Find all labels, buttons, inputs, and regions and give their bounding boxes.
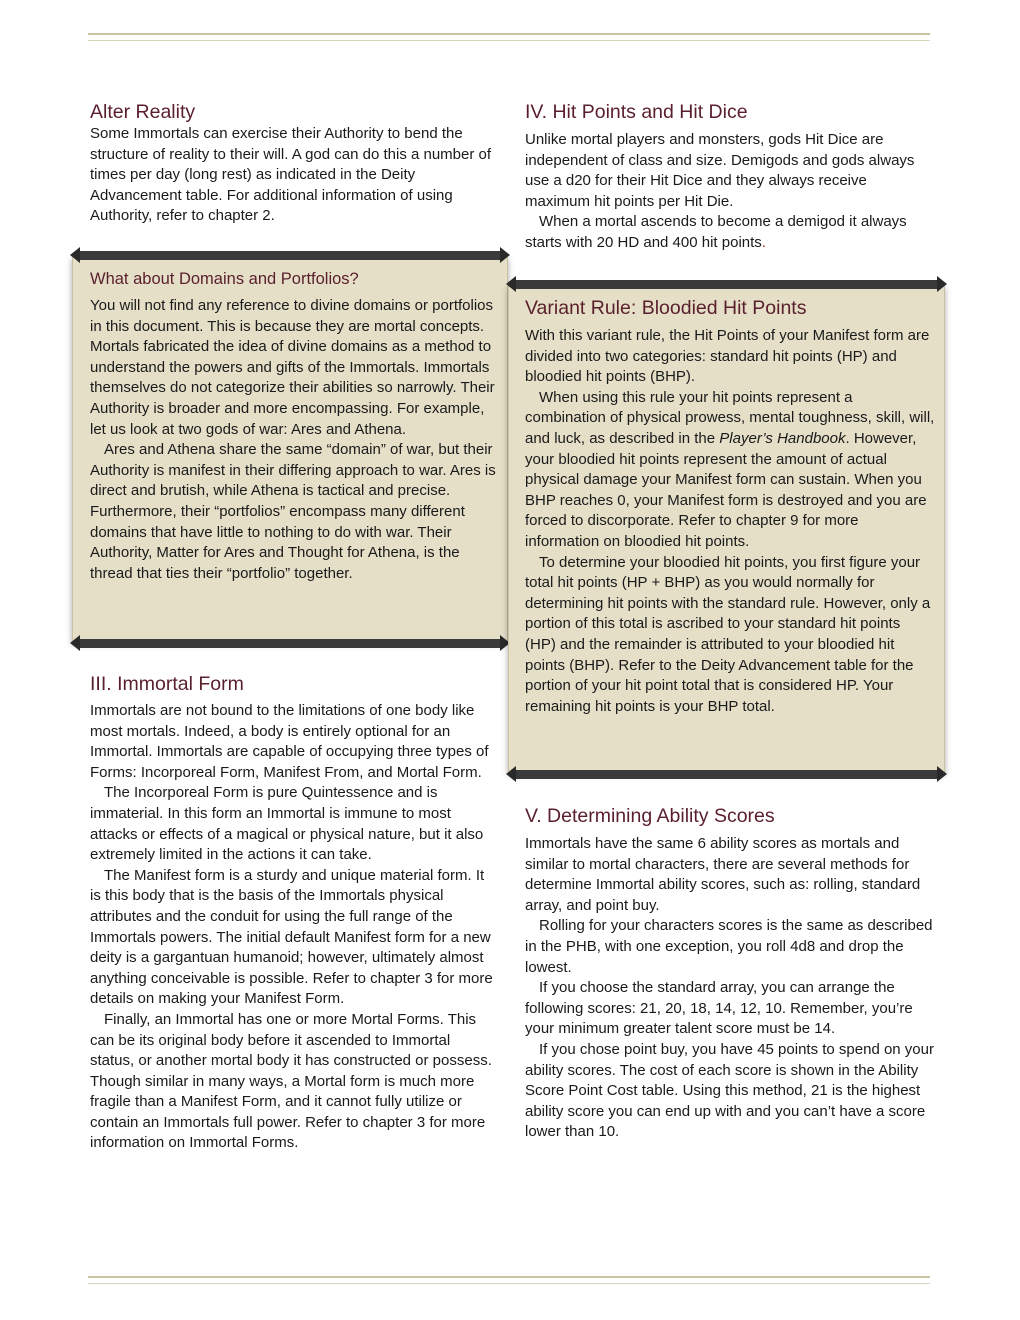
domains-box-paragraph: Ares and Athena share the same “domain” of war, but their Authority is manifest in their differing approach to war. Ares is direct and brutish, while Athena is tactical and precise. Furthermore, their “portfolios” encompass many different domains that have little to nothing to do with war. Their Authority, Matter for Ares and Thought for Athena, is the thread that ties their “portfolio” together. (90, 441, 496, 582)
ability-scores-paragraph: Immortals have the same 6 ability scores as mortals and similar to mortal characters, there are several methods for determine Immortal ability scores, such as: rolling, standard array, and point buy. (525, 835, 921, 914)
bloodied-hp-paragraph (525, 388, 935, 553)
alter-reality-heading: Alter Reality (90, 101, 196, 123)
box-top-bar (514, 280, 939, 289)
domains-box-paragraph: You will not find any reference to divine domains or portfolios in this document. This is because they are mortal concepts. Mortals fabricated the idea of divine domains as a method to understand the powers and gifts of the Immortals. Immortals themselves do not categorize their abilities so narrowly. Their Authority is broader and more encompassing. For example, let us look at two gods of war: Ares and Athena. (90, 297, 495, 438)
hit-points-paragraph: Unlike mortal players and monsters, gods Hit Dice are independent of class and size. Demigods and gods always use a d20 for their Hit Dice and they always receive maximum hit points per Hit Die. (525, 131, 915, 210)
immortal-form-paragraph: Finally, an Immortal has one or more Mortal Forms. This can be its original body before it ascended to Immortal status, or another mortal body it has constructed or possess. Though similar in many ways, a Mortal form is much more fragile than a Manifest Form, and it cannot fully utilize or contain an Immortals full power. Refer to chapter 3 for more information on Immortal Forms. (90, 1010, 492, 1152)
ability-scores-paragraph: If you choose the standard array, you can arrange the following scores: 21, 20, 18, 14, 12, 10. Remember, you’re your minimum greater talent score must be 14. (525, 979, 913, 1038)
immortal-form-section (90, 672, 495, 1154)
domains-sidebar-box (72, 257, 508, 642)
ability-scores-paragraph: If you chose point buy, you have 45 points to spend on your ability scores. The cost of each score is shown in the Ability Score Point Cost table. Using this method, 21 is the highest ability score you can end up with and you can’t have a score lower than 10. (525, 1040, 934, 1141)
bloodied-hp-text: . However, your bloodied hit points represent the amount of actual physical damage your Manifest form can sustain. When you BHP reaches 0, your Manifest form is destroyed and you are forced to discorporate. Refer to chapter 9 for more information on bloodied hit points. (525, 429, 927, 550)
alter-reality-section (90, 100, 495, 227)
immortal-form-heading: III. Immortal Form (90, 673, 244, 695)
bottom-rule (88, 1276, 930, 1284)
ability-scores-paragraph: Rolling for your characters scores is the same as described in the PHB, with one exception, you roll 4d8 and drop the lowest. (525, 917, 933, 976)
box-bottom-bar (514, 770, 939, 779)
ability-scores-section (525, 804, 935, 1143)
bloodied-hp-paragraph: With this variant rule, the Hit Points of your Manifest form are divided into two categories: standard hit points (HP) and bloodied hit points (BHP). (525, 327, 930, 386)
hit-points-heading: IV. Hit Points and Hit Dice (525, 101, 748, 123)
ability-scores-heading: V. Determining Ability Scores (525, 805, 775, 827)
box-top-bar (78, 251, 502, 260)
hit-points-text: When a mortal ascends to become a demigod it always starts with 20 HD and 400 hit points (525, 213, 907, 251)
bloodied-hp-paragraph: To determine your bloodied hit points, you first figure your total hit points (HP + BHP) as you would normally for determining hit points with the standard rule. However, only a portion of this total is ascribed to your standard hit points (HP) and the remainder is attributed to your bloodied hit points (BHP). Refer to the Deity Advancement table for the portion of your hit point total that is considered HP. Your remaining hit points is your BHP total. (525, 553, 931, 715)
top-rule (88, 33, 930, 41)
hit-points-paragraph (525, 212, 935, 253)
domains-box-heading: What about Domains and Portfolios? (90, 270, 359, 288)
bloodied-hp-sidebar-box (508, 286, 945, 773)
bloodied-hp-text: When using this rule your hit points represent a combination of physical prowess, mental toughness, skill, will, and luck, as described in the (525, 388, 935, 447)
hit-points-period: . (761, 233, 766, 251)
alter-reality-text: Some Immortals can exercise their Authority to bend the structure of reality to their will. A god can do this a number of times per day (long rest) as indicated in the Deity Advancement table. For additional information of using Authority, refer to chapter 2. (90, 125, 492, 225)
players-handbook-title: Player’s Handbook (719, 429, 846, 447)
hit-points-section (525, 100, 935, 254)
immortal-form-paragraph: The Manifest form is a sturdy and unique material form. It is this body that is the basis of the Immortals physical attributes and the conduit for using the full range of the Immortals powers. The initial default Manifest form for a new deity is a gargantuan humanoid; however, ultimately almost anything conceivable is possible. Refer to chapter 3 for more details on making your Manifest Form. (90, 866, 493, 1008)
bloodied-hp-heading: Variant Rule: Bloodied Hit Points (525, 297, 807, 319)
immortal-form-paragraph: Immortals are not bound to the limitations of one body like most mortals. Indeed, a body is entirely optional for an Immortal. Immortals are capable of occupying three types of Forms: Incorporeal Form, Manifest From, and Mortal Form. (90, 702, 489, 781)
box-bottom-bar (78, 639, 502, 648)
immortal-form-paragraph: The Incorporeal Form is pure Quintessence and is immaterial. In this form an Immortal is immune to most attacks or effects of a magical or physical nature, but it also extremely limited in the actions it can take. (90, 784, 484, 864)
